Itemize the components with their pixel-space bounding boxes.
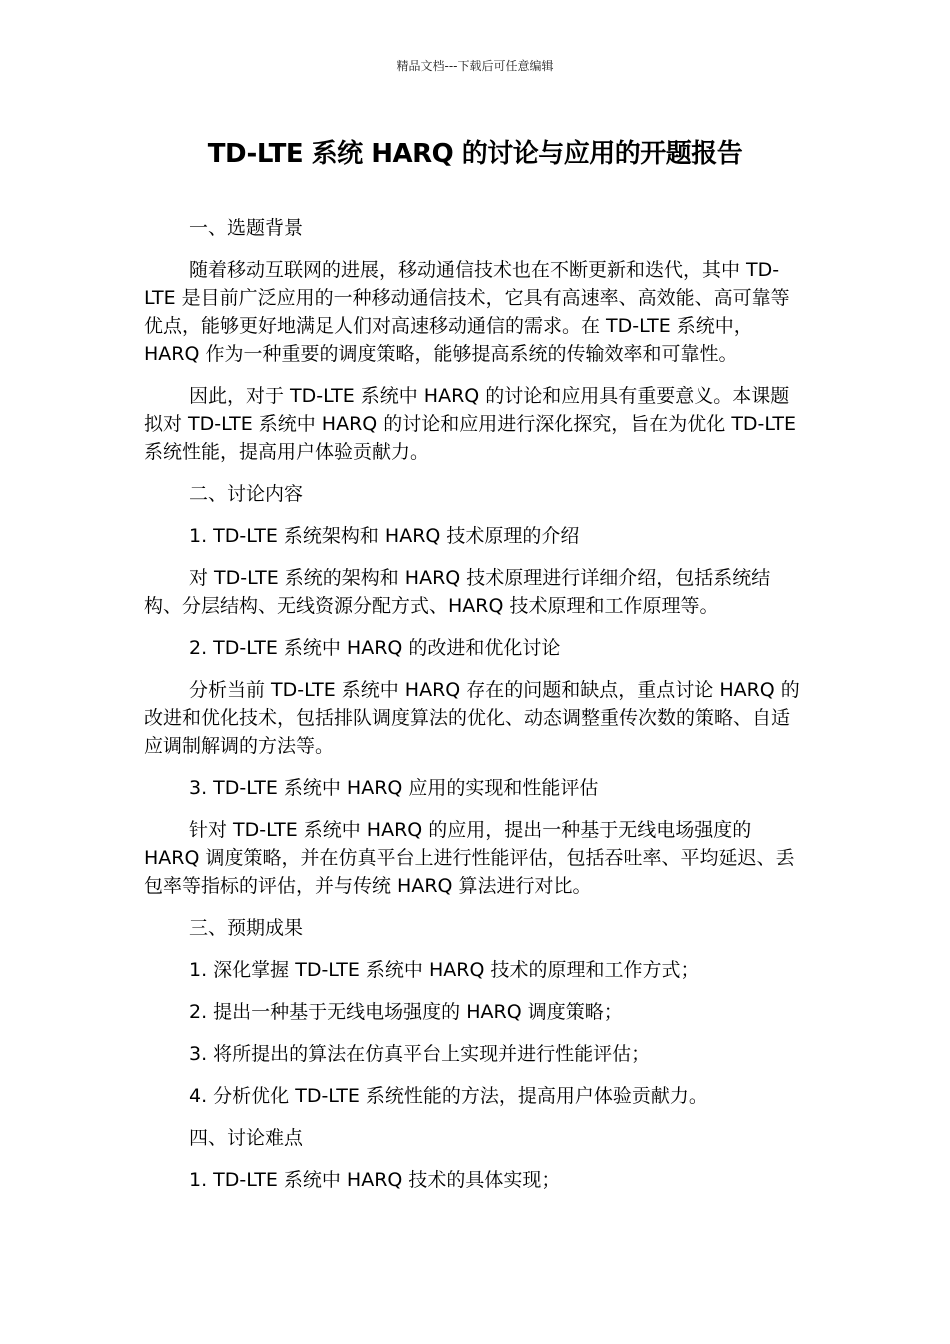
paragraph-background-1: 随着移动互联网的进展，移动通信技术也在不断更新和迭代，其中 TD-LTE 是目前广泛应用的一种移动通信技术，它具有高速率、高效能、高可靠等优点，能够更好地满足人们对高速移动通信的需求。在 TD-LTE 系统中，HARQ 作为一种重要的调度策略，能够提高系统的传输效率和可靠性。 [144, 259, 790, 365]
paragraph-content-3: 针对 TD-LTE 系统中 HARQ 的应用，提出一种基于无线电场强度的 HARQ 调度策略，并在仿真平台上进行性能评估，包括吞吐率、平均延迟、丢包率等指标的评估，并与传统 HARQ 算法进行对比。 [144, 819, 795, 897]
difficulty-item-1: 1. TD-LTE 系统中 HARQ 技术的具体实现； [189, 1169, 561, 1191]
paragraph-content-1: 对 TD-LTE 系统的架构和 HARQ 技术原理进行详细介绍，包括系统结构、分层结构、无线资源分配方式、HARQ 技术原理和工作原理等。 [144, 567, 771, 617]
document-title: TD-LTE 系统 HARQ 的讨论与应用的开题报告 [207, 139, 743, 169]
section-heading-content: 二、讨论内容 [189, 483, 304, 505]
section-heading-background: 一、选题背景 [189, 217, 304, 239]
result-item-4: 4. 分析优化 TD-LTE 系统性能的方法，提高用户体验贡献力。 [189, 1085, 708, 1107]
result-item-1: 1. 深化掌握 TD-LTE 系统中 HARQ 技术的原理和工作方式； [189, 959, 700, 981]
result-item-3: 3. 将所提出的算法在仿真平台上实现并进行性能评估； [189, 1043, 651, 1065]
subheading-content-2: 2. TD-LTE 系统中 HARQ 的改进和优化讨论 [189, 637, 561, 659]
header-note: 精品文档---下载后可任意编辑 [396, 59, 554, 73]
section-heading-results: 三、预期成果 [189, 917, 304, 939]
result-item-2: 2. 提出一种基于无线电场强度的 HARQ 调度策略； [189, 1001, 623, 1023]
section-heading-difficulties: 四、讨论难点 [189, 1127, 304, 1149]
document-body [144, 214, 806, 1208]
paragraph-background-2: 因此，对于 TD-LTE 系统中 HARQ 的讨论和应用具有重要意义。本课题拟对 TD-LTE 系统中 HARQ 的讨论和应用进行深化探究，旨在为优化 TD-LTE 系统性能，提高用户体验贡献力。 [144, 385, 796, 463]
subheading-content-3: 3. TD-LTE 系统中 HARQ 应用的实现和性能评估 [189, 777, 599, 799]
paragraph-content-2: 分析当前 TD-LTE 系统中 HARQ 存在的问题和缺点，重点讨论 HARQ 的改进和优化技术，包括排队调度算法的优化、动态调整重传次数的策略、自适应调制解调的方法等。 [144, 679, 800, 757]
subheading-content-1: 1. TD-LTE 系统架构和 HARQ 技术原理的介绍 [189, 525, 580, 547]
